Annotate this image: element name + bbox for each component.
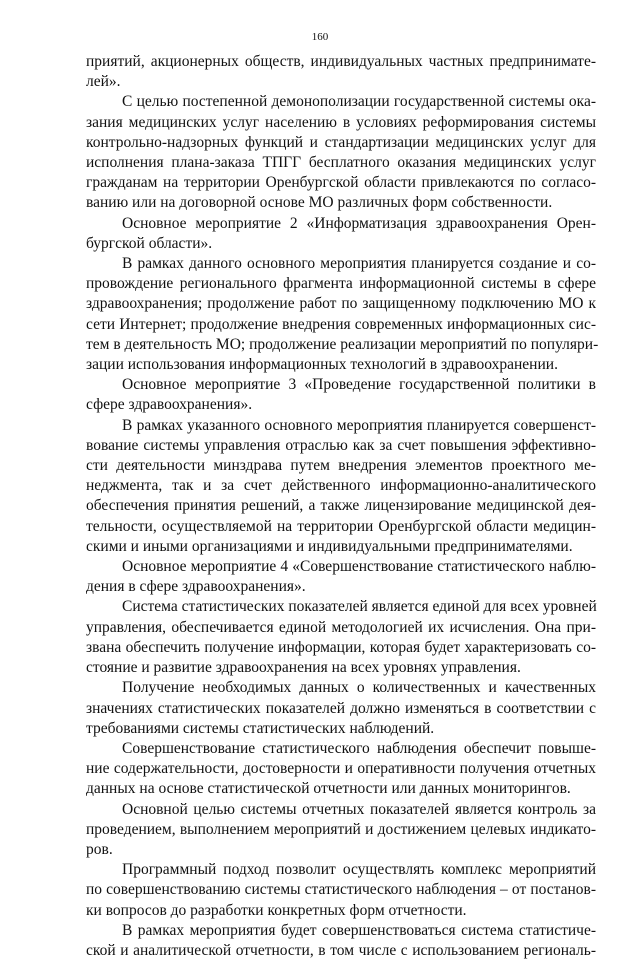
paragraph [86, 597, 596, 678]
text-line: контрольно-надзорных функций и стандартизации медицинских услуг для [86, 133, 596, 151]
paragraph [86, 214, 596, 254]
text-line: Программный подход позволит осуществлять комплекс мероприятий [122, 861, 596, 879]
paragraph [86, 921, 596, 961]
paragraph [86, 375, 596, 415]
text-line: зации использования информационных технологий в здравоохранении. [86, 356, 558, 374]
text-line: ние содержательности, достоверности и оперативности получения отчетных [86, 760, 596, 778]
text-line: С целью постепенной демонополизации государственной системы ока- [122, 93, 596, 111]
text-line: Совершенствование статистического наблюдения обеспечит повыше- [122, 739, 596, 757]
text-line: лей». [86, 73, 121, 91]
text-line: исполнения плана-заказа ТПГГ бесплатного оказания медицинских услуг [86, 154, 596, 172]
text-line: провождение регионального фрагмента информационной системы в сфере [86, 275, 596, 293]
page-number: 160 [311, 31, 329, 43]
text-line: Основной целью системы отчетных показателей является контроль за [122, 800, 596, 818]
text-line: Получение необходимых данных о количественных и качественных [122, 679, 596, 697]
text-line: данных на основе статистической отчетности или данных мониторингов. [86, 780, 571, 798]
paragraph [86, 739, 596, 800]
text-line: обеспечения принятия решений, а также лицензирование медицинской дея- [86, 497, 596, 515]
text-line: значениях статистических показателей должно изменяться в соответствии с [86, 699, 596, 717]
text-line: неджмента, так и за счет действенного информационно-аналитического [86, 477, 596, 495]
text-line: дения в сфере здравоохранения». [86, 578, 306, 596]
text-line: сти деятельности минздрава путем внедрения элементов проектного ме- [86, 457, 596, 475]
text-line: Основное мероприятие 2 «Информатизация здравоохранения Орен- [122, 214, 596, 232]
text-line: приятий, акционерных обществ, индивидуальных частных предпринимате- [86, 53, 596, 70]
paragraph [86, 678, 596, 739]
text-line: по совершенствованию системы статистического наблюдения – от постанов- [86, 881, 596, 899]
text-line: сети Интернет; продолжение внедрения современных информационных сис- [86, 315, 596, 333]
text-line: Система статистических показателей является единой для всех уровней [122, 598, 597, 616]
text-line: ванию или на договорной основе МО различных форм собственности. [86, 194, 553, 212]
text-line: вование системы управления отраслью как за счет повышения эффективно- [86, 436, 596, 454]
paragraph [86, 92, 596, 213]
text-line: Основное мероприятие 3 «Проведение государственной политики в [122, 376, 596, 394]
paragraph [86, 800, 596, 861]
text-line: тельности, осуществляемой на территории Оренбургской области медицин- [86, 517, 596, 535]
text-line: ки вопросов до разработки конкретных форм отчетности. [86, 901, 467, 919]
text-line: В рамках данного основного мероприятия планируется создание и со- [122, 255, 596, 273]
text-line: зания медицинских услуг населению в условиях реформирования системы [86, 113, 596, 131]
text-line: звана обеспечить получение информации, которая будет характеризовать со- [86, 638, 596, 656]
text-line: бургской области». [86, 234, 213, 252]
text-line: управления, обеспечивается единой методологией их исчисления. Она при- [86, 618, 596, 636]
text-line: ской и аналитической отчетности, в том числе с использованием региональ- [86, 941, 596, 959]
paragraph [86, 416, 596, 557]
text-line: требованиями системы статистических наблюдений. [86, 719, 435, 737]
text-line: В рамках указанного основного мероприятия планируется совершенст- [122, 416, 596, 434]
text-line: тем в деятельность МО; продолжение реализации мероприятий по популяри- [86, 335, 599, 353]
text-line: проведением, выполнением мероприятий и достижением целевых индикато- [86, 820, 596, 838]
text-line: ров. [86, 840, 113, 858]
text-line: стояние и развитие здравоохранения на всех уровнях управления. [86, 659, 521, 677]
paragraph [86, 860, 596, 921]
page-body [86, 52, 599, 961]
text-line: Основное мероприятие 4 «Совершенствование статистического наблю- [122, 558, 596, 576]
text-line: скими и иными организациями и индивидуальными предпринимателями. [86, 537, 573, 555]
text-line: гражданам на территории Оренбургской области привлекаются по согласо- [86, 174, 596, 192]
text-line: В рамках мероприятия будет совершенствоваться система статистиче- [122, 921, 596, 939]
text-line: здравоохранения; продолжение работ по защищенному подключению МО к [86, 295, 596, 313]
paragraph [86, 52, 596, 92]
paragraph [86, 254, 599, 375]
text-line: сфере здравоохранения». [86, 396, 253, 414]
paragraph [86, 557, 596, 597]
